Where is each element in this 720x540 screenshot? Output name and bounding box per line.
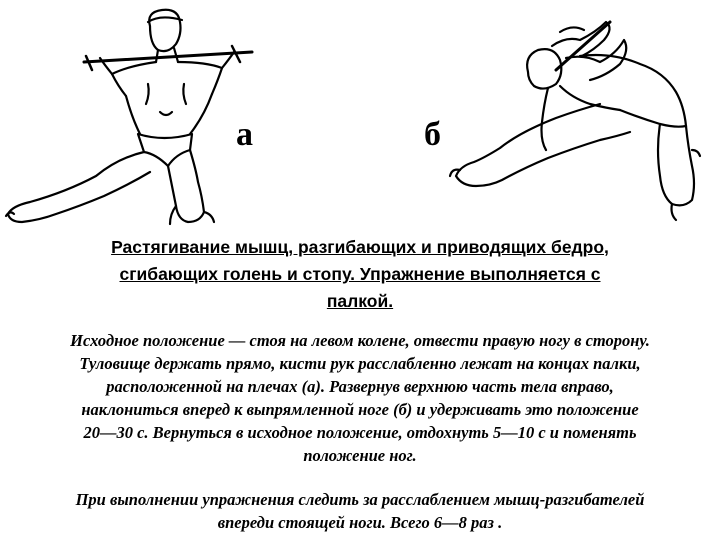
exercise-title [0,234,720,315]
description-line: Туловище держать прямо, кисти рук расслабленно лежат на концах палки, [79,354,641,373]
title-line: сгибающих голень и стопу. Упражнение выполняется с [119,264,601,284]
note-line: При выполнении упражнения следить за расслаблением мышц-разгибателей [75,490,645,509]
figure-b-leaning-forward [0,0,720,232]
note-line: впереди стоящей ноги. Всего 6—8 раз . [217,513,503,532]
description-line: расположенной на плечах (а). Развернув верхнюю часть тела вправо, [106,377,614,396]
description-line: 20—30 с. Вернуться в исходное положение, отдохнуть 5—10 с и поменять [83,423,637,442]
title-line: Растягивание мышц, разгибающих и приводящих бедро, [111,237,609,257]
description-line: наклониться вперед к выпрямленной ноге (б) и удерживать это положение [81,400,639,419]
exercise-illustration [0,0,720,232]
title-line: палкой. [326,291,394,311]
description-line: Исходное положение — стоя на левом колене, отвести правую ногу в сторону. [70,331,650,350]
exercise-description [0,329,720,467]
figure-label-b: б [424,116,441,153]
exercise-note [0,488,720,534]
description-line: положение ног. [303,446,417,465]
figure-label-a: а [236,116,253,153]
